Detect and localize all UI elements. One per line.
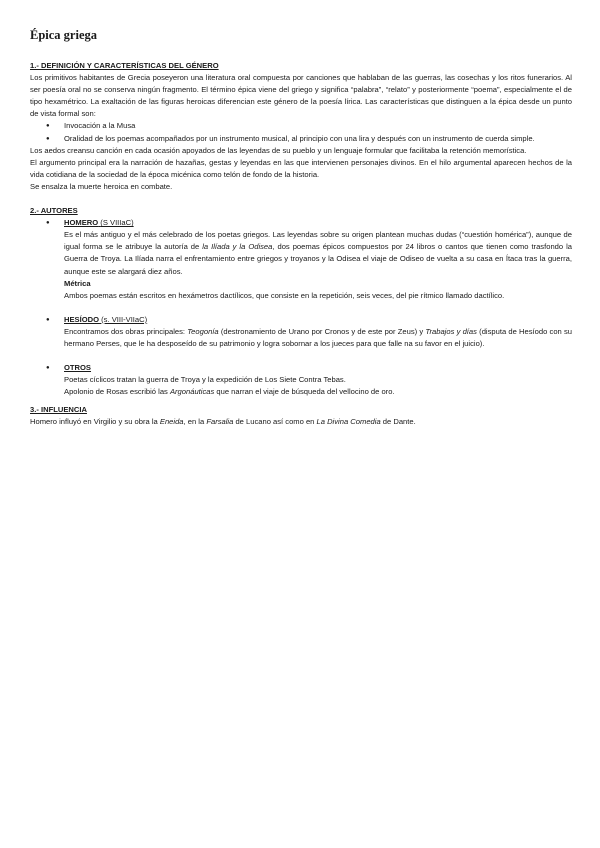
author-homero-years: (S VIIIaC) — [100, 218, 134, 228]
italic-work: Farsalia — [206, 417, 234, 427]
text-run: de Lucano así como en — [233, 417, 317, 427]
author-otros-name: OTROS — [64, 363, 92, 373]
author-hesiodo-text — [64, 326, 572, 350]
text-run: Encontramos dos obras principales: — [64, 326, 188, 336]
bullet-icon: ● — [46, 365, 50, 372]
author-hesiodo-name: HESÍODO — [64, 314, 100, 324]
section-1-heading: 1.- DEFINICIÓN Y CARACTERÍSTICAS DEL GÉNERO — [30, 61, 219, 70]
feature-item: ● Invocación a la Musa — [30, 120, 572, 132]
author-hesiodo-title — [64, 314, 572, 326]
section-1-paragraph-3: El argumento principal era la narración de hazañas, gestas y leyendas en las que intervienen personajes divinos. En el hilo argumental aparecen hechos de la vida cotidiana de la sociedad de la época micénica como telón de fondo de la historia. — [30, 157, 572, 179]
text-run: , dos poemas épicos compuestos por 24 libros o cantos que tienen como trasfondo la Guerra de Troya. La Ilíada narra el enfrentamiento entre griegos y troyanos y la Odisea el viaje de Odiseo de vuelta a su casa en Ítaca tras la guerra, aunque este se alargará diez años. — [64, 242, 572, 276]
section-1-paragraph-2: Los aedos creansu canción en cada ocasión apoyados de las leyendas de su pueblo y un lenguaje formular que facilitaba la retención memorística. — [30, 145, 527, 155]
author-homero — [30, 217, 572, 302]
italic-work: Eneida — [159, 417, 184, 427]
bullet-icon: ● — [46, 220, 50, 227]
author-hesiodo — [30, 314, 572, 350]
section-1-paragraph-4: Se ensalza la muerte heroica en combate. — [30, 181, 173, 191]
italic-work: Teogonía — [187, 326, 219, 336]
text-run: (destronamiento de Urano por Cronos y de este por Zeus) y — [218, 326, 426, 336]
author-otros — [30, 362, 572, 398]
author-hesiodo-years: (s. VIII-VIIaC) — [101, 314, 148, 324]
italic-work: Trabajos y días — [425, 326, 477, 336]
feature-item: ● Oralidad de los poemas acompañados por un instrumento musical, al principio con una lira y después con un instrumento de cuerda simple. — [30, 133, 572, 145]
text-run: Apolonio de Rosas escribió las — [64, 387, 170, 397]
section-3-paragraph — [30, 416, 572, 428]
section-2-heading: 2.- AUTORES — [30, 206, 78, 216]
document-body — [30, 60, 572, 429]
text-run: de Dante. — [380, 417, 416, 427]
text-run: (disputa de Hesíodo con su hermano Perses, que le ha desposeído de su patrimonio y logra sobornar a los jueces para que falle na su favor en el juicio). — [64, 326, 573, 348]
text-run: Homero influyó en Virgilio y su obra la — [30, 417, 160, 427]
italic-works: la Ilíada y la Odisea — [202, 242, 273, 252]
metrica-label: Métrica — [64, 278, 91, 288]
section-1-paragraph-1: Los primitivos habitantes de Grecia poseyeron una literatura oral compuesta por canciones que hablaban de las guerras, las cosechas y los ritos funerarios. Al ser poesía oral no se conserva ningún fragmento. El término épica viene del griego y significa “palabra”, “relato” y posteriormente “poema”, especialmente el de tipo hexamétrico. La exaltación de las figuras heroicas diferencian este género de la poesía lírica. Las características que distinguen a la épica desde un punto de vista formal son: — [30, 73, 572, 119]
page-title: Épica griega — [30, 28, 98, 42]
text-run: que narran el viaje de búsqueda del vellocino de oro. — [214, 387, 395, 397]
author-homero-title — [64, 217, 572, 229]
bullet-icon: ● — [46, 316, 50, 323]
features-list — [30, 120, 572, 144]
metrica-text: Ambos poemas están escritos en hexámetros dactílicos, que consiste en la repetición, seis veces, del pie rítmico llamado dactílico. — [64, 290, 505, 300]
italic-work: La Divina Comedia — [316, 417, 381, 427]
otros-line-2 — [64, 386, 572, 398]
author-homero-text — [64, 229, 572, 277]
italic-work: Argonáuticas — [169, 387, 215, 397]
section-3-heading: 3.- INFLUENCIA — [30, 405, 87, 415]
otros-line-1: Poetas cíclicos tratan la guerra de Troya y la expedición de Los Siete Contra Tebas. — [64, 375, 346, 385]
author-homero-name: HOMERO — [64, 218, 99, 228]
text-run: , en la — [183, 417, 207, 427]
text-run: Es el más antiguo y el más celebrado de los poetas griegos. Las leyendas sobre su origen plantean muchas dudas (“cuestión homérica”), aunque de igual forma se le atribuye la autoría de — [64, 230, 572, 252]
